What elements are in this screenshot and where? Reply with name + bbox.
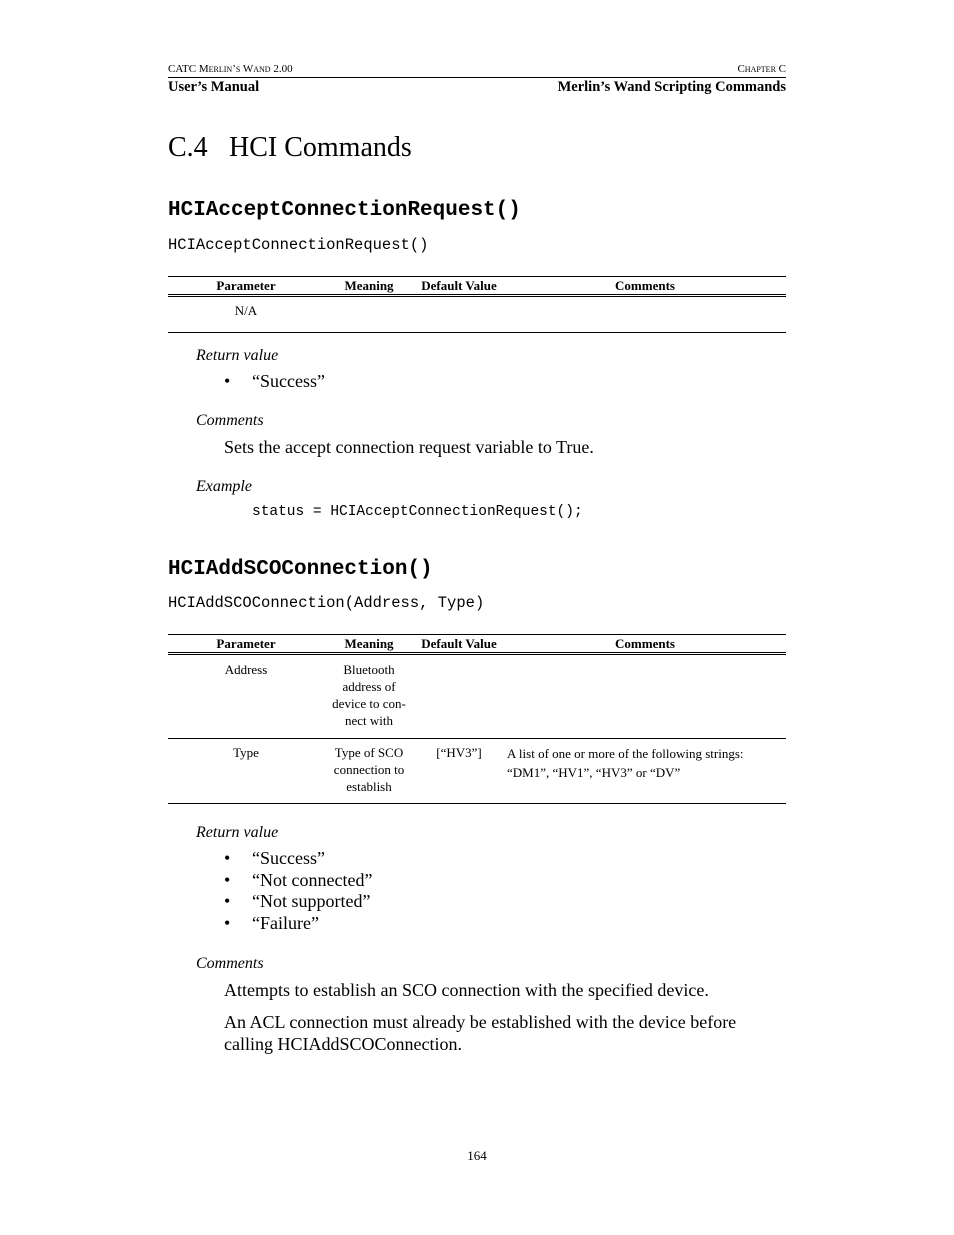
col-comments: Comments: [615, 277, 675, 293]
list-item: • “Success”: [224, 371, 325, 393]
table-header-row: [168, 277, 786, 296]
cell-meaning-line: address of: [342, 679, 396, 694]
return-values-list: [224, 848, 372, 935]
example-code: status = HCIAcceptConnectionRequest();: [252, 504, 583, 520]
comments-text: Sets the accept connection request variable to True.: [224, 437, 594, 457]
list-item: • “Failure”: [224, 913, 372, 935]
col-default-value: Default Value: [421, 277, 497, 293]
header-manual: User’s Manual: [168, 79, 260, 95]
return-value-label: Return value: [196, 824, 279, 841]
header-product: CATC Merlin’s Wand 2.00: [168, 63, 293, 75]
col-meaning: Meaning: [344, 277, 394, 293]
comments-text: Attempts to establish an SCO connection with the specified device.: [224, 980, 709, 1000]
cell-default: [“HV3”]: [436, 745, 482, 760]
cell-meaning: [324, 296, 414, 333]
cell-parameter: Type: [233, 745, 259, 760]
cell-default: [414, 296, 504, 333]
col-comments: Comments: [615, 635, 675, 651]
return-value-label: Return value: [196, 347, 279, 364]
cell-meaning-line: connection to: [333, 762, 405, 777]
comments-label: Comments: [196, 412, 264, 429]
list-item: • “Success”: [224, 848, 372, 870]
comments-line: calling HCIAddSCOConnection.: [224, 1034, 462, 1054]
cell-parameter: Address: [224, 662, 268, 677]
cell-comment-line: A list of one or more of the following strings:: [507, 746, 744, 761]
col-parameter: Parameter: [216, 277, 276, 293]
col-default-value: Default Value: [421, 635, 497, 651]
command-signature: HCIAcceptConnectionRequest(): [168, 236, 429, 254]
section-heading: HCI Commands: [229, 132, 412, 163]
table-header-row: [168, 635, 786, 654]
return-values-list: [224, 371, 325, 393]
header-chapter: Chapter C: [737, 63, 786, 75]
cell-meaning-line: Type of SCO: [334, 745, 404, 760]
cell-meaning-line: establish: [346, 779, 392, 794]
cell-meaning-line: device to con-: [332, 696, 406, 711]
command-title: HCIAddSCOConnection(): [168, 558, 433, 581]
header-rule: [168, 77, 786, 78]
col-parameter: Parameter: [216, 635, 276, 651]
page-number: 164: [467, 1148, 487, 1163]
table-row: [168, 296, 786, 333]
cell-meaning-line: Bluetooth: [343, 662, 395, 677]
command-title: HCIAcceptConnectionRequest(): [168, 199, 521, 222]
table-row: [168, 739, 786, 804]
comments-label: Comments: [196, 955, 264, 972]
parameter-table: [168, 634, 786, 804]
section-title: [168, 132, 412, 164]
parameter-table: [168, 276, 786, 333]
cell-parameter: N/A: [234, 303, 258, 318]
cell-meaning: [324, 739, 414, 804]
list-item: • “Not supported”: [224, 891, 372, 913]
comments-line: An ACL connection must already be established with the device before: [224, 1012, 737, 1032]
col-meaning: Meaning: [344, 635, 394, 651]
cell-meaning: [324, 654, 414, 739]
cell-meaning-line: nect with: [344, 713, 393, 728]
comments-text-2: [224, 1011, 786, 1055]
section-number: C.4: [168, 132, 208, 163]
running-header-bottom: [168, 79, 786, 96]
header-chapter-title: Merlin’s Wand Scripting Commands: [557, 79, 786, 95]
cell-comments: [504, 739, 786, 804]
list-item: • “Not connected”: [224, 870, 372, 892]
command-signature: HCIAddSCOConnection(Address, Type): [168, 594, 485, 612]
cell-comments: [504, 654, 786, 739]
cell-default: [414, 654, 504, 739]
example-label: Example: [196, 478, 252, 495]
running-header-top: [168, 63, 786, 75]
table-row: [168, 654, 786, 739]
cell-comments: [504, 296, 786, 333]
cell-comment-line: “DM1”, “HV1”, “HV3” or “DV”: [507, 765, 681, 780]
